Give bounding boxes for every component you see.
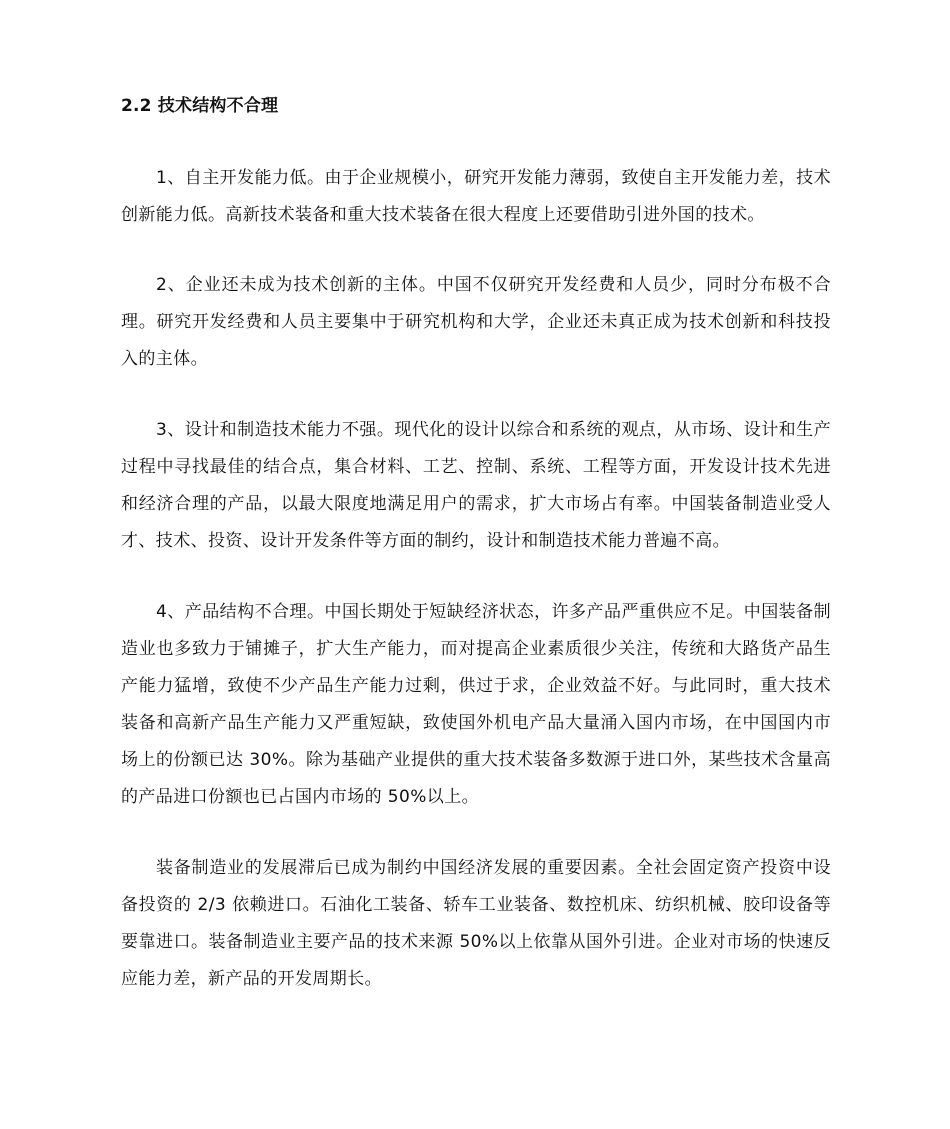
paragraph-innovation-subject: 2、企业还未成为技术创新的主体。中国不仅研究开发经费和人员少，同时分布极不合理。研究开发经费和人员主要集中于研究机构和大学，企业还未真正成为技术创新和科技投入的主体。 [121,275,831,369]
paragraph-self-development: 1、自主开发能力低。由于企业规模小，研究开发能力薄弱，致使自主开发能力差，技术创新能力低。高新技术装备和重大技术装备在很大程度上还要借助引进外国的技术。 [121,168,831,225]
section-heading: 2.2 技术结构不合理 [121,96,279,116]
paragraph-design-manufacturing: 3、设计和制造技术能力不强。现代化的设计以综合和系统的观点，从市场、设计和生产过程中寻找最佳的结合点，集合材料、工艺、控制、系统、工程等方面，开发设计技术先进和经济合理的产品，以最大限度地满足用户的需求，扩大市场占有率。中国装备制造业受人才、技术、投资、设计开发条件等方面的制约，设计和制造技术能力普遍不高。 [121,420,831,551]
paragraph-product-structure: 4、产品结构不合理。中国长期处于短缺经济状态，许多产品严重供应不足。中国装备制造业也多致力于铺摊子，扩大生产能力，而对提高企业素质很少关注，传统和大路货产品生产能力猛增，致使不少产品生产能力过剩，供过于求，企业效益不好。与此同时，重大技术装备和高新产品生产能力又严重短缺，致使国外机电产品大量涌入国内市场，在中国国内市场上的份额已达 30%。除为基础产业提供的重大技术装备多数源于进口外，某些技术含量高的产品进口份额也已占国内市场的 50%以上。 [121,602,831,807]
paragraph-conclusion: 装备制造业的发展滞后已成为制约中国经济发展的重要因素。全社会固定资产投资中设备投资的 2/3 依赖进口。石油化工装备、轿车工业装备、数控机床、纺织机械、胶印设备等要靠进口。装备制造业主要产品的技术来源 50%以上依靠从国外引进。企业对市场的快速反应能力差，新产品的开发周期长。 [121,858,831,989]
